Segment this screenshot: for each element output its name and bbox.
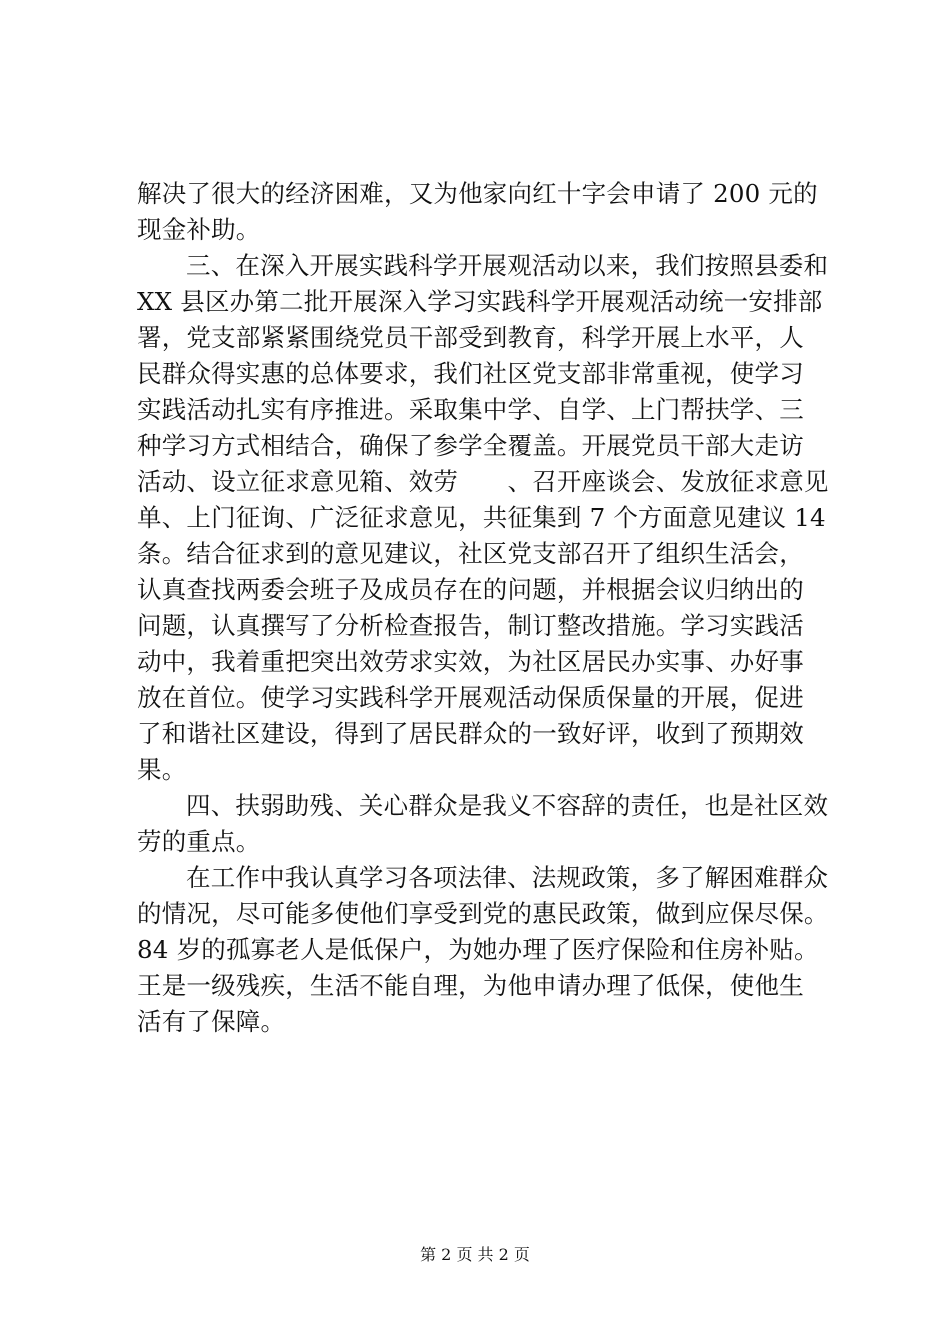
text-line: 认真查找两委会班子及成员存在的问题，并根据会议归纳出的 xyxy=(137,575,804,604)
text-line: 问题，认真撰写了分析检查报告，制订整改措施。学习实践活 xyxy=(137,611,804,640)
text-line: 放在首位。使学习实践科学开展观活动保质保量的开展，促进 xyxy=(137,683,804,712)
text-line: 民群众得实惠的总体要求，我们社区党支部非常重视，使学习 xyxy=(137,359,804,388)
text-line: XX 县区办第二批开展深入学习实践科学开展观活动统一安排部 xyxy=(137,287,823,316)
text-line-paragraph-start: 在工作中我认真学习各项法律、法规政策，多了解困难群众 xyxy=(186,863,829,892)
text-line: 单、上门征询、广泛征求意见，共征集到 7 个方面意见建议 14 xyxy=(137,503,826,532)
text-line: 劳的重点。 xyxy=(137,827,261,856)
text-line: 现金补助。 xyxy=(137,215,261,244)
text-line: 活动、设立征求意见箱、效劳 、召开座谈会、发放征求意见 xyxy=(137,467,829,496)
text-line: 署，党支部紧紧围绕党员干部受到教育，科学开展上水平，人 xyxy=(137,323,804,352)
text-line: 的情况，尽可能多使他们享受到党的惠民政策，做到应保尽保。 xyxy=(137,899,829,928)
text-line: 动中，我着重把突出效劳求实效，为社区居民办实事、办好事 xyxy=(137,647,804,676)
text-line: 实践活动扎实有序推进。采取集中学、自学、上门帮扶学、三 xyxy=(137,395,804,424)
text-line: 84 岁的孤寡老人是低保户，为她办理了医疗保险和住房补贴。 xyxy=(137,935,819,964)
text-line: 果。 xyxy=(137,755,187,784)
text-line: 了和谐社区建设，得到了居民群众的一致好评，收到了预期效 xyxy=(137,719,804,748)
text-line-paragraph-start: 三、在深入开展实践科学开展观活动以来，我们按照县委和 xyxy=(186,251,829,280)
text-line: 条。结合征求到的意见建议，社区党支部召开了组织生活会， xyxy=(137,539,804,568)
text-line-paragraph-start: 四、扶弱助残、关心群众是我义不容辞的责任，也是社区效 xyxy=(186,791,829,820)
text-line: 王是一级残疾，生活不能自理，为他申请办理了低保，使他生 xyxy=(137,971,804,1000)
page-footer xyxy=(0,1244,950,1266)
text-line: 种学习方式相结合，确保了参学全覆盖。开展党员干部大走访 xyxy=(137,431,804,460)
page-number: 第 2 页 共 2 页 xyxy=(420,1245,530,1264)
text-line: 解决了很大的经济困难，又为他家向红十字会申请了 200 元的 xyxy=(137,179,818,208)
document-body xyxy=(137,176,827,1040)
text-line: 活有了保障。 xyxy=(137,1007,286,1036)
